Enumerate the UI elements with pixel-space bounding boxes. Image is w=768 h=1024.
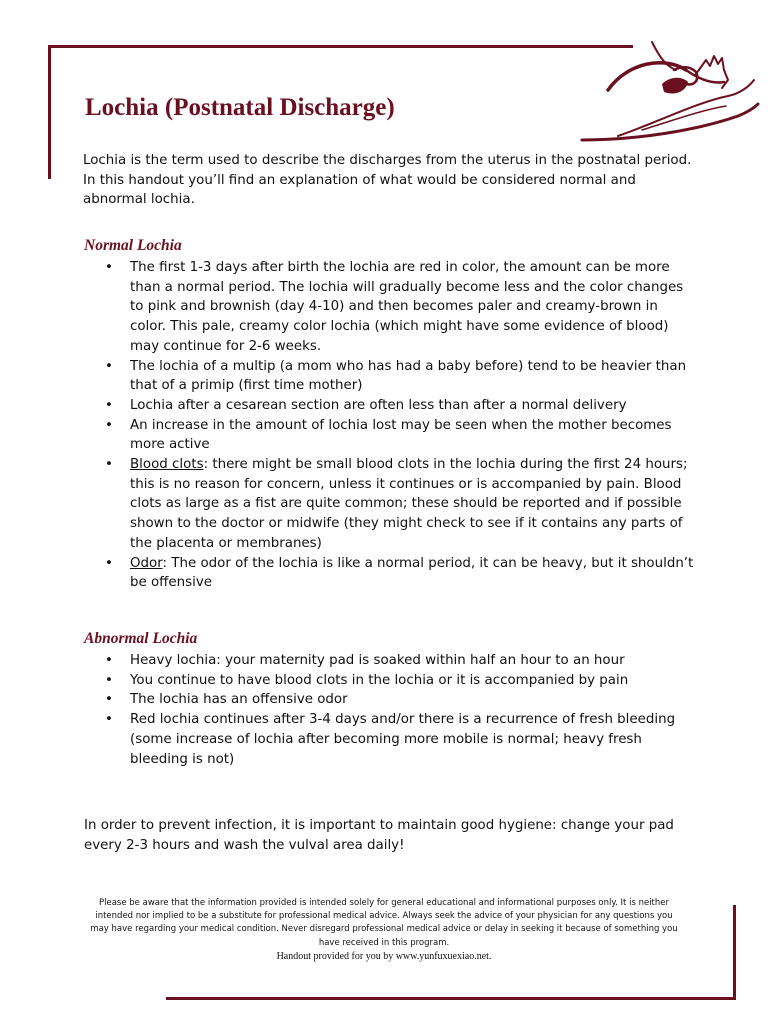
baby-head-shape <box>662 78 688 94</box>
list-item-text: : The odor of the lochia is like a normal period, it can be heavy, but it shouldn’t be offensive <box>130 555 694 591</box>
list-item <box>84 455 694 554</box>
list-item <box>84 710 694 769</box>
normal-lochia-list <box>84 258 694 593</box>
hygiene-paragraph: In order to prevent infection, it is important to maintain good hygiene: change your pad every 2-3 hours and wash the vulval area daily! <box>84 818 674 853</box>
bullet-icon: • <box>105 260 113 275</box>
list-item-text: : there might be small blood clots in the lochia during the first 24 hours; this is no reason for concern, unless it continues or is accompanied by pain. Blood clots as large as a fist are quite common; these should be reported and if possible shown to the doctor or midwife (they might check to see if it contains any parts of the placenta or membranes) <box>130 457 688 551</box>
intro-paragraph: Lochia is the term used to describe the discharges from the uterus in the postnatal period. In this handout you’ll find an explanation of what would be considered normal and abnormal lochia. <box>83 153 692 208</box>
list-item <box>84 671 694 691</box>
list-item <box>84 396 694 416</box>
list-item-text: The lochia of a multip (a mom who has had a baby before) tend to be heavier than that of a primip (first time mother) <box>130 358 687 394</box>
normal-lochia-heading: Normal Lochia <box>84 237 182 254</box>
abnormal-lochia-list <box>84 651 694 769</box>
bullet-icon: • <box>105 555 113 571</box>
list-item-text: The lochia has an offensive odor <box>130 692 348 708</box>
list-item <box>84 258 694 357</box>
mother-baby-logo <box>578 36 760 146</box>
frame-left-rule <box>48 45 51 179</box>
bullet-icon: • <box>105 653 113 668</box>
list-item-text: Lochia after a cesarean section are often less than after a normal delivery <box>130 397 627 413</box>
list-item <box>84 690 694 710</box>
list-item <box>84 651 694 671</box>
odor-term: Odor <box>130 555 163 571</box>
handout-credit: Handout provided for you by www.yunfuxuexiao.net. <box>276 950 492 962</box>
bullet-icon: • <box>105 457 113 473</box>
bullet-icon: • <box>105 358 113 374</box>
list-item-text: An increase in the amount of lochia lost may be seen when the mother becomes more active <box>130 417 672 453</box>
list-item-text: Heavy lochia: your maternity pad is soaked within half an hour to an hour <box>130 653 625 668</box>
bullet-icon: • <box>105 417 113 433</box>
abnormal-lochia-heading: Abnormal Lochia <box>84 630 198 647</box>
disclaimer <box>88 897 680 964</box>
list-item-text: The first 1-3 days after birth the lochia are red in color, the amount can be more than a normal period. The lochia will gradually become less and the color changes to pink and brownish (day 4-10) and then becomes paler and creamy-brown in color. This pale, creamy color lochia (which might have some evidence of blood) may continue for 2-6 weeks. <box>130 260 684 354</box>
bullet-icon: • <box>105 692 113 708</box>
frame-right-rule <box>733 905 736 1000</box>
page-title: Lochia (Postnatal Discharge) <box>85 94 395 121</box>
list-item <box>84 416 694 455</box>
blood-clots-term: Blood clots <box>130 457 204 473</box>
bullet-icon: • <box>105 397 113 413</box>
list-item <box>84 554 694 593</box>
disclaimer-text: Please be aware that the information provided is intended solely for general educational and informational purposes only. It is neither intended nor implied to be a substitute for professional medical advice. Always seek the advice of your physician for any questions you may have regarding your medical condition. Never disregard professional medical advice or delay in seeking it because of something you have received in this program. <box>90 898 678 948</box>
frame-bottom-rule <box>166 997 736 1000</box>
frame-top-rule <box>48 45 633 48</box>
list-item <box>84 357 694 396</box>
list-item-text: You continue to have blood clots in the lochia or it is accompanied by pain <box>130 672 629 688</box>
bullet-icon: • <box>105 672 113 688</box>
list-item-text: Red lochia continues after 3-4 days and/or there is a recurrence of fresh bleeding (some increase of lochia after becoming more mobile is normal; heavy fresh bleeding is not) <box>130 712 676 767</box>
bullet-icon: • <box>105 712 113 728</box>
